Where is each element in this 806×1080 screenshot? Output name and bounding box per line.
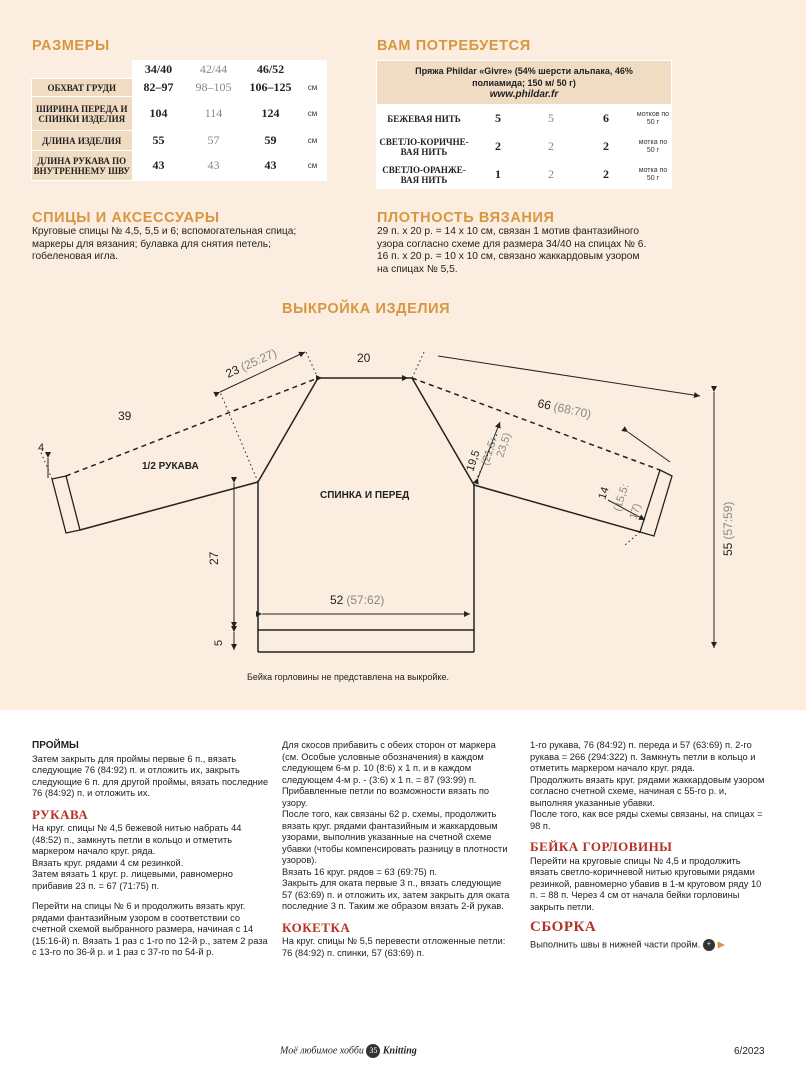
yarn-row-label: СВЕТЛО-КОРИЧНЕ-ВАЯ НИТЬ: [377, 133, 472, 161]
size-value: 57: [185, 131, 242, 151]
needs-heading: ВАМ ПОТРЕБУЕТСЯ: [377, 38, 531, 54]
size-row-label: ДЛИНА ИЗДЕЛИЯ: [32, 131, 133, 151]
paragraph: После того, как все ряды схемы связаны, на спицах = 98 п.: [530, 809, 763, 831]
paragraph: Закрыть для оката первые 3 п., вязать следующие 57 (63:69) п. и отложить их, затем закрыть для оката последние 3 п. Таким же образом вязать 2-й рукав.: [282, 878, 510, 911]
neckband-heading: БЕЙКА ГОРЛОВИНЫ: [530, 839, 673, 854]
gauge-heading: ПЛОТНОСТЬ ВЯЗАНИЯ: [377, 210, 555, 226]
size-value: 124: [242, 97, 299, 131]
yarn-value: 5: [525, 105, 578, 133]
yarn-value: 2: [525, 161, 578, 189]
size-unit: см: [299, 79, 326, 97]
yarn-unit: мотка по 50 г: [635, 133, 672, 161]
size-value: 55: [132, 131, 185, 151]
text-column-2: [282, 740, 514, 968]
size-value: 104: [132, 97, 185, 131]
dim-rib: 5: [213, 639, 225, 646]
dim-neck: 20: [357, 351, 371, 365]
size-col-2: 42/44: [185, 61, 242, 79]
yarn-row-label: БЕЖЕВАЯ НИТЬ: [377, 105, 472, 133]
size-value: 82–97: [132, 79, 185, 97]
dim-sleeve-top: 39: [118, 409, 132, 423]
continue-icon: +: [703, 939, 715, 951]
paragraph: Вязать 16 круг. рядов = 63 (69:75) п.: [282, 866, 437, 877]
body-label: СПИНКА И ПЕРЕД: [320, 490, 410, 501]
sleeve-label: 1/2 РУКАВА: [142, 461, 199, 472]
pattern-note: Бейка горловины не представлена на выкройке.: [247, 672, 449, 682]
paragraph: Вязать круг. рядами 4 см резинкой.: [32, 857, 184, 868]
yarn-value: 1: [472, 161, 525, 189]
dim-cuff-r-3: 17): [627, 502, 644, 521]
garment-outline: [80, 378, 640, 652]
paragraph: На круг. спицы № 4,5 бежевой нитью набрать 44 (48:52) п., замкнуть петли в кольцо и отметить маркером начало круг. ряда.: [32, 823, 242, 856]
footer-magazine: Моё любимое хобби 35 Knitting: [280, 1045, 417, 1057]
yarn-value: 5: [472, 105, 525, 133]
yarn-value: 2: [578, 133, 635, 161]
paragraph: Затем вязать 1 круг. р. лицевыми, равномерно прибавив 23 п. = 67 (71:75) п.: [32, 869, 233, 891]
yarn-description: Пряжа Phildar «Givre» (54% шерсти альпака, 46% полиамида; 150 м/ 50 г) www.phildar.fr: [377, 61, 672, 105]
size-value: 43: [132, 151, 185, 181]
dim-length: 55(57:59): [721, 501, 735, 556]
size-value: 43: [185, 151, 242, 181]
paragraph: Перейти на спицы № 6 и продолжить вязать круг. рядами фантазийным узором в соответствии со счетной схемой выбранного размера, начиная с 14 (15:16-й) п. Вязать 1 раз с 1-го по 12-й р., затем 2 раза с 13-го по 36-й р. и 1 раз с 37-го по 54-й р.: [32, 901, 268, 957]
size-row-label: ОБХВАТ ГРУДИ: [32, 79, 133, 97]
size-col-1: 34/40: [132, 61, 185, 79]
size-col-3: 46/52: [242, 61, 299, 79]
paragraph: 1-го рукава, 76 (84:92) п. переда и 57 (63:69) п. 2-го рукава = 266 (294:322) п. Замкнуть петли в кольцо и отметить маркером начало круг. ряда.: [530, 740, 756, 773]
assembly-heading: СБОРКА: [530, 919, 597, 935]
yarn-value: 2: [525, 133, 578, 161]
sleeve-cuffs: [52, 470, 672, 536]
paragraph: Продолжить вязать круг. рядами жаккардовым узором согласно счетной схеме, начиная с 55-го р. и, выполняя указанные убавки.: [530, 774, 765, 808]
paragraph: Перейти на круговые спицы № 4,5 и продолжить вязать светло-коричневой нитью круговыми рядами резинкой, равномерно убавив в 1-м круговом ряду 10 п. = 88 п. Через 4 см от начала бейки горловины закрыть петли.: [530, 855, 762, 912]
sizes-heading: РАЗМЕРЫ: [32, 38, 110, 54]
size-unit: см: [299, 97, 326, 131]
dim-span: 66(68:70): [536, 396, 593, 422]
yarn-unit: мотка по 50 г: [635, 161, 672, 189]
dim-side: 27: [207, 551, 221, 565]
dim-width: 52 (57:62): [330, 593, 385, 607]
size-unit: см: [299, 151, 326, 181]
gauge-text: 29 п. х 20 р. = 14 х 10 см, связан 1 мотив фантазийного узора согласно схеме для размера 34/40 на спицах № 6. 16 п. х 20 р. = 10 х 10 см, связано жаккардовым узором на спицах № 5,5.: [377, 226, 647, 275]
tools-text: Круговые спицы № 4,5, 5,5 и 6; вспомогательная спица; маркеры для вязания; булавка для снятия петель; гобеленовая игла.: [32, 226, 297, 262]
yoke-heading: КОКЕТКА: [282, 919, 351, 935]
yarn-value: 2: [578, 161, 635, 189]
paragraph: Прибавленные петли по возможности вязать по узору.: [282, 786, 490, 808]
dim-cuff-r-2: (15,5:: [611, 482, 632, 513]
text-column-1: [32, 740, 270, 968]
size-value: 98–105: [185, 79, 242, 97]
size-row-label: ШИРИНА ПЕРЕДА И СПИНКИ ИЗДЕЛИЯ: [32, 97, 133, 131]
arrow-right-icon: ▶: [717, 938, 725, 949]
footer-issue: 6/2023: [734, 1046, 765, 1057]
size-value: 106–125: [242, 79, 299, 97]
yarn-unit: мотков по 50 г: [635, 105, 672, 133]
paragraph: После того, как связаны 62 р. схемы, продолжить вязать круг. рядами фантазийным и жаккардовым узорами, выполнив указанные на счетной схеме убавки (чтобы компенсировать разницу в плотности узоров).: [282, 809, 508, 865]
paragraph: Затем закрыть для проймы первые 6 п., вязать следующие 76 (84:92) п. и отложить их, закрыть следующие 6 п. для другой проймы, вязать последние 76 (84:92) п. и отложить их.: [32, 753, 269, 798]
size-value: 114: [185, 97, 242, 131]
yarn-row-label: СВЕТЛО-ОРАНЖЕ-ВАЯ НИТЬ: [377, 161, 472, 189]
yarn-value: 2: [472, 133, 525, 161]
dim-cuff: 4: [38, 442, 45, 454]
page-number: 35: [366, 1044, 380, 1058]
sleeves-heading: РУКАВА: [32, 806, 89, 822]
size-unit: см: [299, 131, 326, 151]
paragraph: Выполнить швы в нижней части пройм. + ▶: [530, 938, 725, 949]
dim-cuff-r-1: 14: [596, 485, 612, 501]
pattern-heading: ВЫКРОЙКА ИЗДЕЛИЯ: [282, 301, 451, 317]
paragraph: Для скосов прибавить с обеих сторон от маркера (см. Особые условные обозначения) в каждом следующем 6-м р. 10 (8:6) х 1 п. и в каждом следующем 4-м р. - (3:6) х 1 п. = 87 (93:99) п.: [282, 740, 496, 785]
size-value: 59: [242, 131, 299, 151]
tools-heading: СПИЦЫ И АКСЕССУАРЫ: [32, 210, 220, 226]
text-column-3: [530, 740, 770, 960]
dim-depth-3: 23,5): [494, 431, 514, 459]
armholes-heading: ПРОЙМЫ: [32, 740, 79, 751]
paragraph: На круг. спицы № 5,5 перевести отложенные петли: 76 (84:92) п. спинки, 57 (63:69) п.: [282, 936, 506, 958]
yarn-value: 6: [578, 105, 635, 133]
size-value: 43: [242, 151, 299, 181]
dim-depth-2: (21,5:: [479, 436, 500, 467]
size-row-label: ДЛИНА РУКАВА ПО ВНУТРЕННЕМУ ШВУ: [32, 151, 133, 181]
dim-raglan: 23(25:27): [223, 345, 279, 381]
dim-depth-1: 19,5: [464, 448, 483, 473]
